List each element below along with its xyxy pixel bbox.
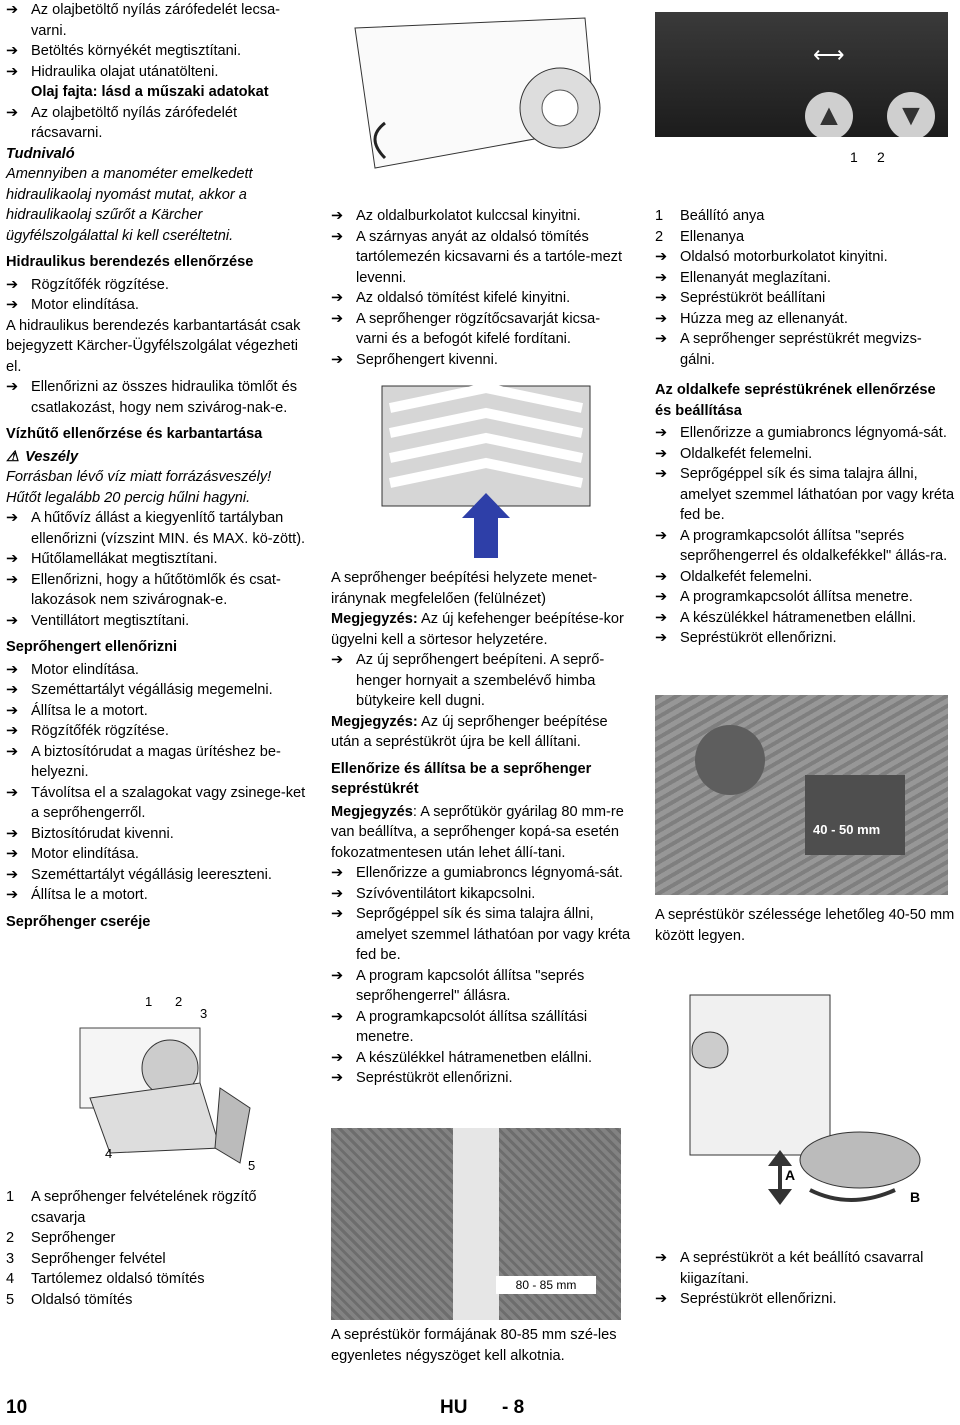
warning-triangle-icon: ⚠ [6, 448, 20, 465]
legend-item: 4 Tartólemez oldalsó tömítés [6, 1271, 205, 1287]
step-item: ➔ Sepréstükröt ellenőrizni. [655, 628, 955, 649]
arrow-right-icon: ➔ [331, 906, 344, 922]
step-item: ➔ Ventillátort megtisztítani. [6, 611, 306, 632]
arrow-right-icon: ➔ [655, 331, 668, 347]
step-item: ➔ Távolítsa el a szalagokat vagy zsinege-ket a seprőhengerről. [6, 784, 306, 821]
legend-item: 1 A seprőhenger felvételének rögzítő csavarja [6, 1189, 257, 1226]
arrow-right-icon: ➔ [331, 228, 344, 245]
step-item: ➔ Az oldalburkolatot kulccsal kinyitni. [331, 206, 631, 227]
step-item: ➔ Szeméttartályt végállásig megemelni. [6, 680, 306, 701]
roller-change-title: Seprőhenger cseréje [6, 913, 151, 930]
legend-item: 2 Seprőhenger [6, 1230, 116, 1246]
down-arrow-icon: ▼ [887, 92, 935, 140]
arrow-right-icon: ➔ [6, 887, 19, 903]
photo-label: 80 - 85 mm [496, 1276, 596, 1294]
danger-heading: ⚠ Veszély [6, 447, 306, 468]
step-item: ➔ Ellenőrizze a gumiabroncs légnyomá-sát. [331, 863, 631, 884]
note-3: Megjegyzés: A seprőtükör gyárilag 80 mm-re van beállítva, a seprőhenger kopá-sa esetén fokozatmentesen után lehet állí-tani. [331, 803, 624, 861]
step-item: ➔ Motor elindítása. [6, 660, 306, 681]
roller-check-title: Seprőhengert ellenőrizni [6, 639, 178, 655]
curved-arrow-icon [810, 1190, 895, 1200]
step-item: ➔ A készülékkel hátramenetben elállni. [331, 1048, 631, 1069]
photo-label: 40 - 50 mm [813, 822, 881, 837]
arrow-right-icon: ➔ [655, 249, 668, 265]
arrow-right-icon: ➔ [655, 568, 668, 585]
arrow-right-icon: ➔ [6, 571, 19, 588]
footer-left-number: 10 [6, 1397, 28, 1418]
arrow-down-icon [768, 1189, 792, 1205]
roller-chevron-figure [380, 378, 592, 560]
step-item: ➔ Sepréstükröt ellenőrizni. [655, 1289, 955, 1310]
arrow-right-icon: ➔ [6, 866, 19, 883]
col2-install [331, 568, 631, 1089]
arrow-right-icon: ➔ [655, 1291, 668, 1307]
arrow-right-icon: ➔ [331, 310, 344, 327]
photo-bottom [655, 137, 948, 202]
arrow-right-icon: ➔ [6, 43, 19, 59]
arrow-right-icon: ➔ [331, 967, 344, 984]
arrow-right-icon: ➔ [655, 445, 668, 462]
side-brush-shape [695, 725, 765, 795]
arrow-right-icon: ➔ [6, 63, 19, 80]
danger-text-1: Forrásban lévő víz miatt forrázásveszély! [6, 469, 272, 485]
step-item: ➔ A seprőhenger rögzítőcsavarját kicsa-varni és a befogót kifelé fordítani. [331, 310, 601, 347]
arrow-right-icon: ➔ [655, 609, 668, 626]
step-item: ➔ Rögzítőfék rögzítése. [6, 275, 306, 296]
arrow-right-icon: ➔ [6, 784, 19, 801]
arrow-right-icon: ➔ [331, 290, 344, 306]
photo-callout-1: 1 [850, 149, 858, 165]
legend-item: 2 Ellenanya [655, 228, 745, 245]
step-item: ➔ A sepréstükröt a két beállító csavarral kiigazítani. [655, 1250, 924, 1287]
col2-caption-wrap [331, 1325, 631, 1366]
col3-caption-wrap [655, 905, 955, 946]
arrow-right-icon: ➔ [331, 885, 344, 902]
arrow-right-icon: ➔ [655, 466, 668, 482]
photo-caption: A sepréstükör formájának 80-85 mm szé-les egyenletes négyszöget kell alkotnia. [331, 1327, 617, 1364]
up-arrow-icon: ▲ [805, 92, 853, 140]
arrow-right-icon: ➔ [331, 208, 344, 224]
step-item: ➔ A program kapcsolót állítsa "seprés seprőhengerrel" állásra. [331, 967, 585, 1004]
col2-steps [331, 206, 631, 370]
step-item: ➔ Az olajbetöltő nyílás zárófedelét lecsa- varni. [6, 2, 281, 39]
step-item: ➔ Biztosítórudat kivenni. [6, 824, 306, 845]
arrow-right-icon: ➔ [6, 276, 19, 293]
figure-seal [215, 1088, 250, 1163]
step-item: ➔ A biztosítórudat a magas ürítéshez be-helyezni. [6, 743, 281, 780]
steps-top [6, 0, 306, 144]
col3-text [655, 206, 955, 649]
arrow-right-icon: ➔ [331, 865, 344, 881]
arrow-right-icon: ➔ [655, 589, 668, 605]
arrow-right-icon: ➔ [6, 846, 19, 862]
arrow-right-icon: ➔ [6, 510, 19, 526]
figure-hub [542, 90, 578, 126]
arrow-right-icon: ➔ [331, 1049, 344, 1066]
arrow-right-icon: ➔ [6, 551, 19, 567]
step-item: ➔ A szárnyas anyát az oldalsó tömítés tartólemezén kicsavarni és a tartóle-mezt levenni. [331, 228, 623, 286]
step-item: ➔ Ellenőrizze a gumiabroncs légnyomá-sát. [655, 423, 955, 444]
sweep-stripe [453, 1128, 499, 1320]
side-brush-photo [655, 695, 948, 895]
legend-item: 5 Oldalsó tömítés [6, 1291, 133, 1308]
arrow-right-icon: ➔ [6, 661, 19, 678]
step-item: ➔ Hidraulika olajat utánatölteni. [6, 62, 306, 83]
side-brush-adjust-figure [660, 990, 945, 1230]
arrow-right-icon: ➔ [655, 310, 668, 327]
arrow-right-icon: ➔ [655, 269, 668, 286]
arrow-right-icon: ➔ [655, 630, 668, 646]
step-item: ➔ Szeméttartályt végállásig leereszteni. [6, 865, 306, 886]
step-item: ➔ Seprőhengert kivenni. [331, 350, 631, 371]
figure-frame [690, 995, 830, 1155]
arrow-right-icon: ➔ [655, 1250, 668, 1266]
arrow-right-icon: ➔ [6, 379, 19, 395]
step-item: ➔ Ellenanyát meglazítani. [655, 268, 955, 289]
notice-title: Tudnivaló [6, 145, 75, 162]
step-item: ➔ Az olajbetöltő nyílás zárófedelét rácsavarni. [6, 104, 238, 141]
step-item: ➔ Hűtőlamellákat megtisztítani. [6, 549, 306, 570]
arrow-right-icon: ➔ [6, 743, 19, 760]
step-item: ➔ A hűtővíz állást a kiegyenlítő tartályban ellenőrizni (vízszint MIN. és MAX. kö-zött). [6, 510, 306, 547]
side-brush-title: Az oldalkefe sepréstükrének ellenőrzése és beállítása [655, 382, 936, 419]
legend-item: 1 Beállító anya [655, 208, 765, 224]
column-1 [6, 0, 306, 934]
arrow-right-icon: ➔ [6, 612, 19, 629]
step-item: ➔ Rögzítőfék rögzítése. [6, 721, 306, 742]
footer-language: HU [440, 1397, 468, 1418]
step-item: ➔ Ellenőrizni az összes hidraulika tömlőt és csatlakozást, hogy nem szivárog-nak-e. [6, 379, 298, 416]
arrow-right-icon: ➔ [331, 652, 344, 668]
step-item: ➔ A programkapcsolót állítsa szállítási menetre. [331, 1008, 588, 1045]
note-1: Megjegyzés: Az új kefehenger beépítése-kor ügyelni kell a sörtesor helyzetére. [331, 611, 624, 648]
legend-item: 3 Seprőhenger felvétel [6, 1250, 166, 1267]
arrow-right-icon: ➔ [6, 2, 19, 18]
callout-5: 5 [248, 1158, 256, 1173]
step-item: ➔ Oldalkefét felemelni. [655, 444, 955, 465]
step-item: ➔ Állítsa le a motort. [6, 701, 306, 722]
step-item: ➔ Motor elindítása. [6, 295, 306, 316]
label-b: B [910, 1189, 921, 1205]
arrow-right-icon: ➔ [655, 290, 668, 306]
step-item: ➔ Sepréstükröt beállítani [655, 288, 955, 309]
side-cover-figure [345, 8, 610, 198]
figure-side-brush [800, 1132, 920, 1188]
step-item: ➔ Húzza meg az ellenanyát. [655, 309, 955, 330]
hydraulic-maint-text: A hidraulikus berendezés karbantartását csak bejegyzett Kärcher-Ügyfélszolgálat végezheti el. [6, 317, 301, 375]
step-item: ➔ Az oldalsó tömítést kifelé kinyitni. [331, 288, 631, 309]
step-item: ➔ Betöltés környékét megtisztítani. [6, 41, 306, 62]
double-arrow-icon: ⟷ [813, 42, 845, 67]
arrow-right-icon: ➔ [6, 702, 19, 719]
arrow-right-icon: ➔ [331, 1008, 344, 1025]
col1-legend [6, 1187, 306, 1310]
arrow-right-icon: ➔ [6, 682, 19, 698]
step-item: ➔ Seprőgéppel sík és sima talajra állni, amelyet szemmel láthatóan por vagy kréta fed be. [655, 466, 955, 523]
step-item: ➔ Szívóventilátort kikapcsolni. [331, 884, 631, 905]
arrow-right-icon: ➔ [6, 297, 19, 313]
adjust-title: Ellenőrize és állítsa be a seprőhenger sepréstükrét [331, 760, 592, 797]
callout-1: 1 [145, 994, 153, 1009]
figure-knob [692, 1032, 728, 1068]
footer-page: - 8 [502, 1397, 525, 1418]
danger-text-2: Hűtőt legalább 20 percig hűlni hagyni. [6, 489, 251, 506]
step-item: ➔ Állítsa le a motort. [6, 885, 306, 906]
arrow-right-icon: ➔ [6, 104, 19, 121]
step-item: ➔ A programkapcsolót állítsa menetre. [655, 587, 955, 608]
step-item: ➔ Sepréstükröt ellenőrizni. [331, 1068, 631, 1089]
arrow-right-icon: ➔ [655, 425, 668, 441]
cooler-title: Vízhűtő ellenőrzése és karbantartása [6, 426, 263, 442]
roller-change-figure [60, 988, 270, 1178]
photo-caption: A sepréstükör szélessége lehetőleg 40-50 mm között legyen. [655, 907, 955, 944]
hydraulic-check-title: Hidraulikus berendezés ellenőrzése [6, 254, 254, 270]
install-text: A seprőhenger beépítési helyzete menet-iránynak megfelelően (felülnézet) [331, 570, 598, 607]
notice-text: Amennyiben a manométer emelkedett hidraulikaolaj nyomást mutat, akkor a hidraulikaolaj szűrőt a Kärcher ügyfélszolgálattal ki kell cseréltetni. [6, 166, 253, 244]
callout-2: 2 [175, 994, 183, 1009]
photo-callout-2: 2 [877, 149, 885, 165]
callout-3: 3 [200, 1006, 208, 1021]
col3-final [655, 1248, 955, 1310]
arrow-right-icon: ➔ [6, 723, 19, 739]
step-item: ➔ A programkapcsolót állítsa "seprés seprőhengerrel és oldalkefékkel" állás-ra. [655, 527, 948, 564]
note-2: Megjegyzés: Az új seprőhenger beépítése után a sepréstükröt újra be kell állítani. [331, 713, 608, 750]
oil-type: Olaj fajta: lásd a műszaki adatokat [31, 84, 269, 100]
adjuster-photo [655, 12, 948, 202]
brush-mark [805, 775, 905, 855]
step-item: ➔ A készülékkel hátramenetben elállni. [655, 608, 955, 629]
arrow-right-icon: ➔ [6, 825, 19, 842]
step-item: ➔ Oldalsó motorburkolatot kinyitni. [655, 247, 955, 268]
arrow-right-icon: ➔ [655, 527, 668, 544]
step-item: ➔ Seprőgéppel sík és sima talajra állni, amelyet szemmel láthatóan por vagy kréta fed be. [331, 906, 631, 963]
arrow-right-icon: ➔ [331, 351, 344, 368]
step-item: ➔ Az új seprőhengert beépíteni. A seprő-henger hornyait a szembelévő himba bütykeire kell dugni. [331, 652, 605, 709]
callout-4: 4 [105, 1146, 113, 1161]
step-item: ➔ Ellenőrizni, hogy a hűtőtömlők és csat-lakozások nem szivárognak-e. [6, 571, 281, 608]
step-item: ➔ A seprőhenger sepréstükrét megvizs-gálni. [655, 331, 922, 368]
arrow-right-icon: ➔ [331, 1070, 344, 1086]
sweep-pattern-photo [331, 1128, 621, 1320]
label-a: A [785, 1167, 796, 1183]
step-item: ➔ Oldalkefét felemelni. [655, 567, 955, 588]
step-item: ➔ Motor elindítása. [6, 844, 306, 865]
